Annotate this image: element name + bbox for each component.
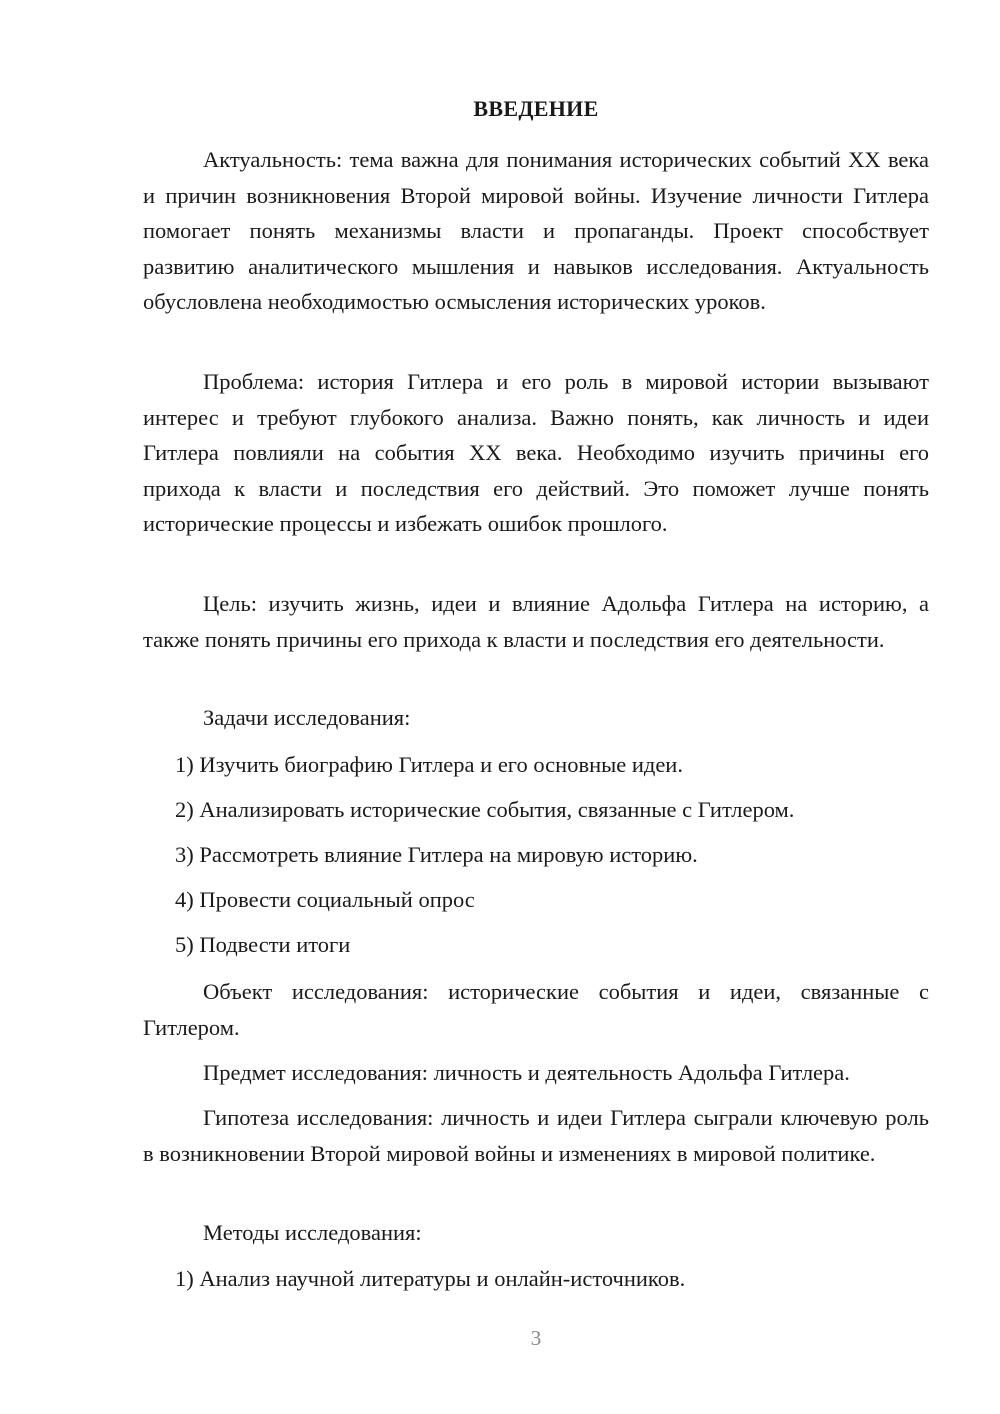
paragraph-subject: Предмет исследования: личность и деятельность Адольфа Гитлера. (203, 1060, 850, 1085)
paragraph-hypothesis: Гипотеза исследования: личность и идеи Гитлера сыграли ключевую роль в возникновении Второй мировой войны и изменениях в мировой политике. (143, 1105, 929, 1166)
task-item-3: 3) Рассмотреть влияние Гитлера на мировую историю. (175, 842, 698, 867)
methods-label: Методы исследования: (203, 1220, 422, 1245)
tasks-label: Задачи исследования: (203, 705, 411, 730)
method-item-1: 1) Анализ научной литературы и онлайн-источников. (175, 1266, 686, 1291)
paragraph-relevance: Актуальность: тема важна для понимания исторических событий XX века и причин возникновения Второй мировой войны. Изучение личности Гитлера помогает понять механизмы власти и пропаганды. Проект способствует развитию аналитического мышления и навыков исследования. Актуальность обусловлена необходимостью осмысления исторических уроков. (143, 147, 929, 314)
paragraph-object: Объект исследования: исторические события и идеи, связанные с Гитлером. (143, 979, 929, 1040)
paragraph-problem: Проблема: история Гитлера и его роль в мировой истории вызывают интерес и требуют глубокого анализа. Важно понять, как личность и идеи Гитлера повлияли на события XX века. Необходимо изучить причины его прихода к власти и последствия его действий. Это поможет лучше понять исторические процессы и избежать ошибок прошлого. (143, 369, 929, 536)
section-heading: ВВЕДЕНИЕ (473, 96, 599, 121)
task-item-2: 2) Анализировать исторические события, связанные с Гитлером. (175, 797, 795, 822)
task-item-4: 4) Провести социальный опрос (175, 887, 475, 912)
task-item-5: 5) Подвести итоги (175, 932, 351, 957)
paragraph-goal: Цель: изучить жизнь, идеи и влияние Адольфа Гитлера на историю, а также понять причины его прихода к власти и последствия его деятельности. (143, 591, 929, 652)
task-item-1: 1) Изучить биографию Гитлера и его основные идеи. (175, 752, 683, 777)
page-number: 3 (530, 1326, 542, 1350)
